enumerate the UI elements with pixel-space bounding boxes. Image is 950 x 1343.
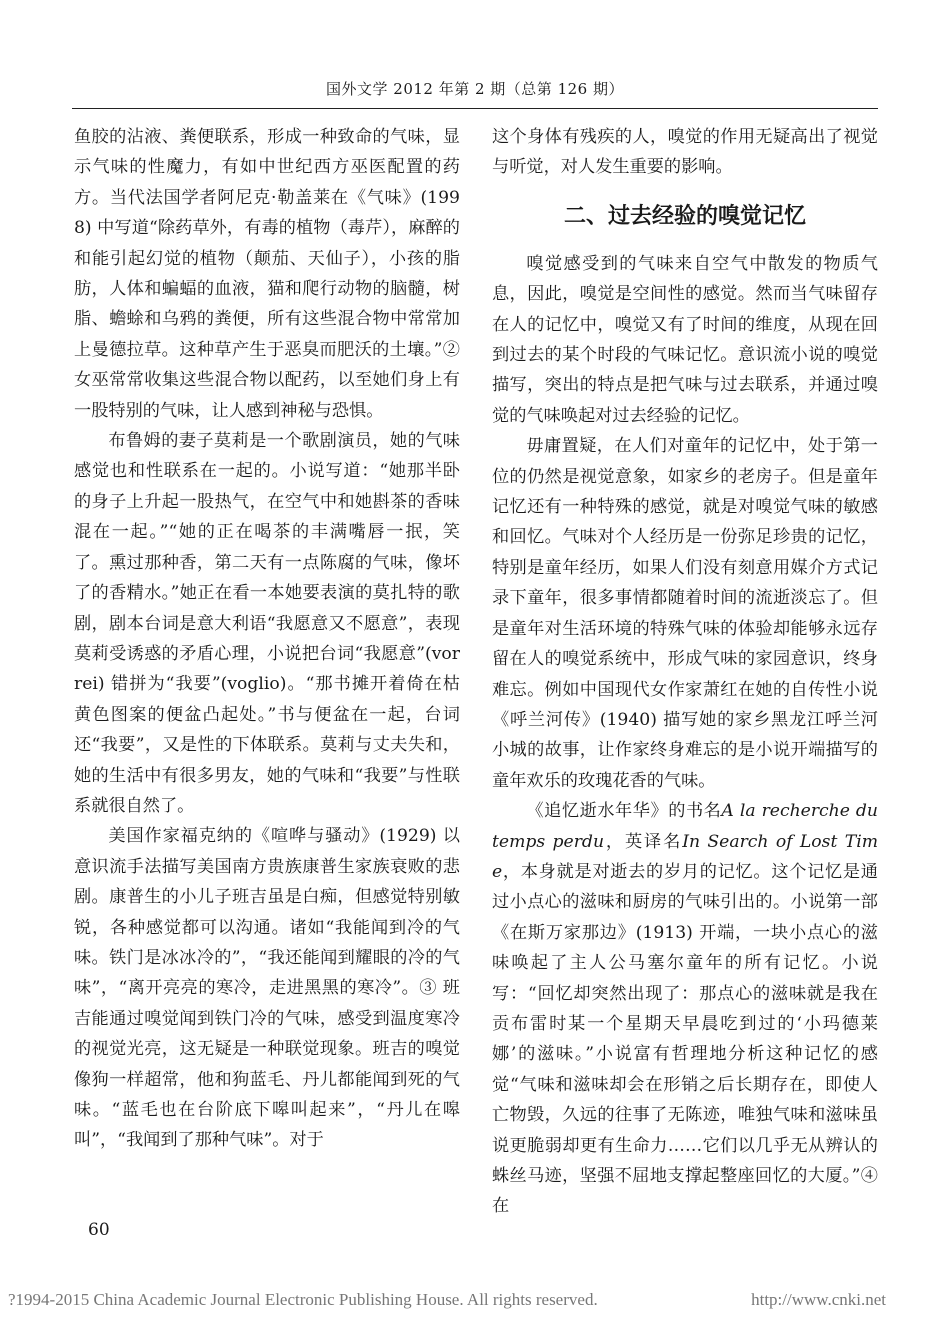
proust-text-start: 《追忆逝水年华》的书名: [526, 801, 722, 822]
paragraph-smell-space: 嗅觉感受到的气味来自空气中散发的物质气息，因此，嗅觉是空间性的感觉。然而当气味留存在人的记忆中，嗅觉又有了时间的维度，从现在回到过去的某个时段的气味记忆。意识流小说的嗅觉描写，突出的特点是把气味与过去联系，并通过嗅觉的气味唤起对过去经验的记忆。: [492, 253, 878, 426]
page-number: 60: [88, 1220, 110, 1240]
proust-text-rest: ，本身就是对逝去的岁月的记忆。这个记忆是通过小点心的滋味和厨房的气味引出的。小说第一部《在斯万家那边》(1913) 开端，一块小点心的滋味唤起了主人公马塞尔童年的所有记忆。小说写：“回忆却突然出现了：那点心的滋味就是我在贡布雷时某一个星期天早晨吃到过的‘小玛德莱娜’的滋味。”小说富有哲理地分析这种记忆的感觉“气味和滋味却会在形销之后长期存在，即使人亡物毁，久远的往事了无陈迹，唯独气味和滋味虽说更脆弱却更有生命力……它们以几乎无从辨认的蛛丝马迹，坚强不屈地支撑起整座回忆的大厦。”④ 在: [492, 861, 878, 1217]
paragraph-continued: 鱼胶的沾液、粪便联系，形成一种致命的气味，显示气味的性魔力，有如中世纪西方巫医配置的药方。当代法国学者阿尼克·勒盖莱在《气味》(1998) 中写道“除药草外，有毒的植物（毒芹），麻醉的和能引起幻觉的植物（颠茄、天仙子），小孩的脂肪，人体和蝙蝠的血液，猫和爬行动物的脑髓，树脂、蟾蜍和乌鸦的粪便，所有这些混合物中常常加上曼德拉草。这种草产生于恶臭而肥沃的土壤。”② 女巫常常收集这些混合物以配药，以至她们身上有一股特别的气味，让人感到神秘与恐惧。: [74, 127, 460, 421]
paragraph-faulkner: 美国作家福克纳的《喧哗与骚动》(1929) 以意识流手法描写美国南方贵族康普生家族衰败的悲剧。康普生的小儿子班吉虽是白痴，但感觉特别敏锐，各种感觉都可以沟通。诸如“我能闻到冷的气味。铁门是冰冰冷的”，“我还能闻到耀眼的冷的气味”，“离开亮亮的寒冷，走进黑黑的寒冷”。③ 班吉能通过嗅觉闻到铁门冷的气味，感受到温度寒冷的视觉光亮，这无疑是一种联觉现象。班吉的嗅觉像狗一样超常，他和狗蓝毛、丹儿都能闻到死的气味。“蓝毛也在台阶底下嗥叫起来”，“丹儿在嗥叫”，“我闻到了那种气味”。对于: [74, 826, 460, 1151]
french-title: A la recherche du temps perdu: [492, 801, 878, 852]
header-rule: [72, 108, 878, 109]
right-column: [492, 122, 878, 1222]
paragraph-continued-right: 这个身体有残疾的人，嗅觉的作用无疑高出了视觉与听觉，对人发生重要的影响。: [492, 127, 878, 178]
paragraph-childhood: 毋庸置疑，在人们对童年的记忆中，处于第一位的仍然是视觉意象，如家乡的老房子。但是童年记忆还有一种特殊的感觉，就是对嗅觉气味的敏感和回忆。气味对个人经历是一份弥足珍贵的记忆，特别是童年经历，如果人们没有刻意用媒介方式记录下童年，很多事情都随着时间的流逝淡忘了。但是童年对生活环境的特殊气味的体验却能够永远存留在人的嗅觉系统中，形成气味的家园意识，终身难忘。例如中国现代女作家萧红在她的自传性小说《呼兰河传》(1940) 描写她的家乡黑龙江呼兰河小城的故事，让作家终身难忘的是小说开端描写的童年欢乐的玫瑰花香的气味。: [492, 436, 878, 791]
english-title: In Search of Lost Time: [492, 831, 878, 882]
footer-url[interactable]: http://www.cnki.net: [751, 1290, 886, 1309]
section-heading: 二、过去经验的嗅觉记忆: [563, 203, 806, 229]
proust-text-mid: ，英译名: [604, 831, 683, 852]
left-column: [74, 122, 460, 1156]
running-header: 国外文学 2012 年第 2 期（总第 126 期）: [326, 80, 624, 98]
copyright-notice: ?1994-2015 China Academic Journal Electronic Publishing House. All rights reserved.: [8, 1290, 598, 1309]
paragraph-molly: 布鲁姆的妻子莫莉是一个歌剧演员，她的气味感觉也和性联系在一起的。小说写道：“她那半卧的身子上升起一股热气，在空气中和她斟茶的香味混在一起。”“她的正在喝茶的丰满嘴唇一抿，笑了。熏过那种香，第二天有一点陈腐的气味，像坏了的香精水。”她正在看一本她要表演的莫扎特的歌剧，剧本台词是意大利语“我愿意又不愿意”，表现莫莉受诱惑的矛盾心理，小说把台词“我愿意”(vorrei) 错拼为“我要”(voglio)。“那书摊开着倚在枯黄色图案的便盆凸起处。”书与便盆在一起，台词还“我要”，又是性的下体联系。莫莉与丈夫失和，她的生活中有很多男友，她的气味和“我要”与性联系就很自然了。: [74, 431, 460, 816]
paragraph-proust: [492, 796, 878, 1222]
